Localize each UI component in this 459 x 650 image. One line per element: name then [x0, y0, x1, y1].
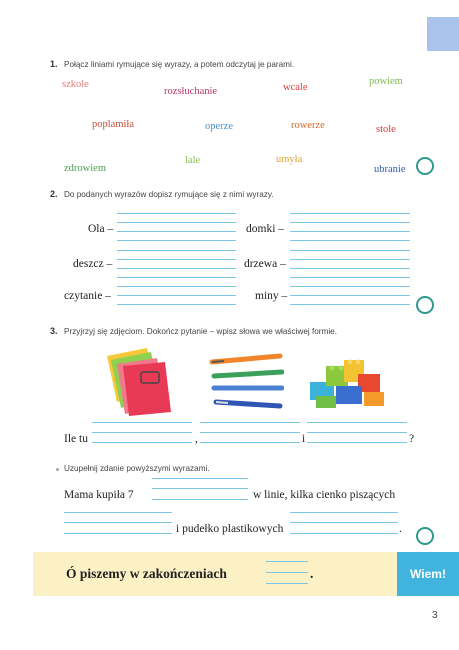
- answer-line[interactable]: [117, 277, 236, 278]
- word-lale: lale: [185, 155, 201, 166]
- answer-line[interactable]: [64, 522, 172, 523]
- rule-answer-line[interactable]: [266, 583, 308, 584]
- answer-line[interactable]: [117, 295, 236, 296]
- sentence-part1: Mama kupiła 7: [64, 489, 134, 501]
- answer-line[interactable]: [290, 286, 410, 287]
- answer-line[interactable]: [290, 277, 410, 278]
- word-rowerze: rowerze: [291, 120, 325, 131]
- word-powiem: powiem: [369, 76, 403, 87]
- rhyme-label-ola: Ola –: [88, 223, 114, 235]
- answer-line[interactable]: [290, 213, 410, 214]
- rule-answer-line[interactable]: [266, 572, 308, 573]
- answer-line[interactable]: [117, 222, 236, 223]
- word-poplamila: poplamiła: [92, 119, 134, 130]
- sentence-part2: w linie, kilka cienko piszących: [253, 489, 396, 501]
- exercise-1-instruction: Połącz liniami rymujące się wyrazy, a potem odczytaj je parami.: [64, 60, 295, 69]
- word-operze: operze: [205, 121, 233, 132]
- answer-line[interactable]: [117, 259, 236, 260]
- answer-line[interactable]: [117, 304, 236, 305]
- answer-line[interactable]: [152, 488, 248, 489]
- answer-line[interactable]: [92, 422, 192, 423]
- answer-line[interactable]: [117, 213, 236, 214]
- answer-line[interactable]: [152, 478, 248, 479]
- rhyme-label-czytanie: czytanie –: [64, 290, 111, 302]
- blocks-image: [308, 356, 388, 412]
- rule-text: Ó piszemy w zakończeniach: [66, 566, 227, 581]
- word-rozsluchanie: rozsłuchanie: [164, 86, 218, 97]
- word-szkole: szkole: [62, 79, 89, 90]
- answer-line[interactable]: [290, 222, 410, 223]
- answer-line[interactable]: [290, 240, 410, 241]
- answer-line[interactable]: [92, 432, 192, 433]
- rhyme-label-drzewa: drzewa –: [244, 258, 286, 270]
- word-ubranie: ubranie: [374, 164, 406, 175]
- exercise-2-instruction: Do podanych wyrazów dopisz rymujące się z nimi wyrazy.: [64, 190, 274, 199]
- page-number: 3: [432, 610, 438, 621]
- answer-line[interactable]: [290, 231, 410, 232]
- rhyme-label-miny: miny –: [255, 290, 288, 302]
- answer-line[interactable]: [117, 286, 236, 287]
- answer-line[interactable]: [64, 512, 172, 513]
- answer-line[interactable]: [152, 499, 248, 500]
- rhyme-label-domki: domki –: [246, 223, 285, 235]
- question-mark: ?: [409, 433, 415, 445]
- question-comma: ,: [195, 433, 198, 445]
- answer-line[interactable]: [290, 268, 410, 269]
- answer-line[interactable]: [200, 432, 300, 433]
- word-umyla: umyła: [276, 154, 303, 165]
- question-start: Ile tu: [64, 433, 88, 445]
- answer-line[interactable]: [117, 240, 236, 241]
- rule-answer-line[interactable]: [266, 561, 308, 562]
- rule-end: .: [310, 566, 314, 581]
- exercise-2-number: 2.: [50, 189, 58, 199]
- answer-line[interactable]: [64, 533, 172, 534]
- pens-image: [206, 352, 284, 412]
- answer-line[interactable]: [200, 442, 300, 443]
- answer-line[interactable]: [290, 259, 410, 260]
- answer-line[interactable]: [200, 422, 300, 423]
- word-wcale: wcale: [283, 82, 308, 93]
- answer-line[interactable]: [117, 250, 236, 251]
- word-stole: stole: [376, 124, 396, 135]
- check-circle-3[interactable]: [416, 527, 434, 545]
- answer-line[interactable]: [117, 231, 236, 232]
- corner-tab: [427, 17, 459, 51]
- answer-line[interactable]: [92, 442, 192, 443]
- answer-line[interactable]: [307, 442, 407, 443]
- sub-bullet: [56, 468, 59, 471]
- exercise-3-number: 3.: [50, 326, 58, 336]
- check-circle-1[interactable]: [416, 157, 434, 175]
- wiem-button[interactable]: Wiem!: [397, 552, 459, 596]
- sentence-part3: i pudełko plastikowych: [176, 523, 284, 535]
- answer-line[interactable]: [290, 250, 410, 251]
- exercise-3-instruction: Przyjrzyj się zdjęciom. Dokończ pytanie – wpisz słowa we właściwej formie.: [64, 327, 338, 336]
- answer-line[interactable]: [290, 512, 398, 513]
- sentence-end: .: [399, 523, 402, 535]
- exercise-1-number: 1.: [50, 59, 58, 69]
- notebooks-image: [103, 348, 175, 418]
- answer-line[interactable]: [290, 304, 410, 305]
- answer-line[interactable]: [290, 522, 398, 523]
- answer-line[interactable]: [290, 533, 398, 534]
- check-circle-2[interactable]: [416, 296, 434, 314]
- answer-line[interactable]: [307, 432, 407, 433]
- word-zdrowiem: zdrowiem: [64, 163, 106, 174]
- answer-line[interactable]: [290, 295, 410, 296]
- sub-instruction: Uzupełnij zdanie powyższymi wyrazami.: [64, 464, 210, 473]
- question-and: i: [302, 433, 306, 445]
- answer-line[interactable]: [117, 268, 236, 269]
- rhyme-label-deszcz: deszcz –: [73, 258, 113, 270]
- answer-line[interactable]: [307, 422, 407, 423]
